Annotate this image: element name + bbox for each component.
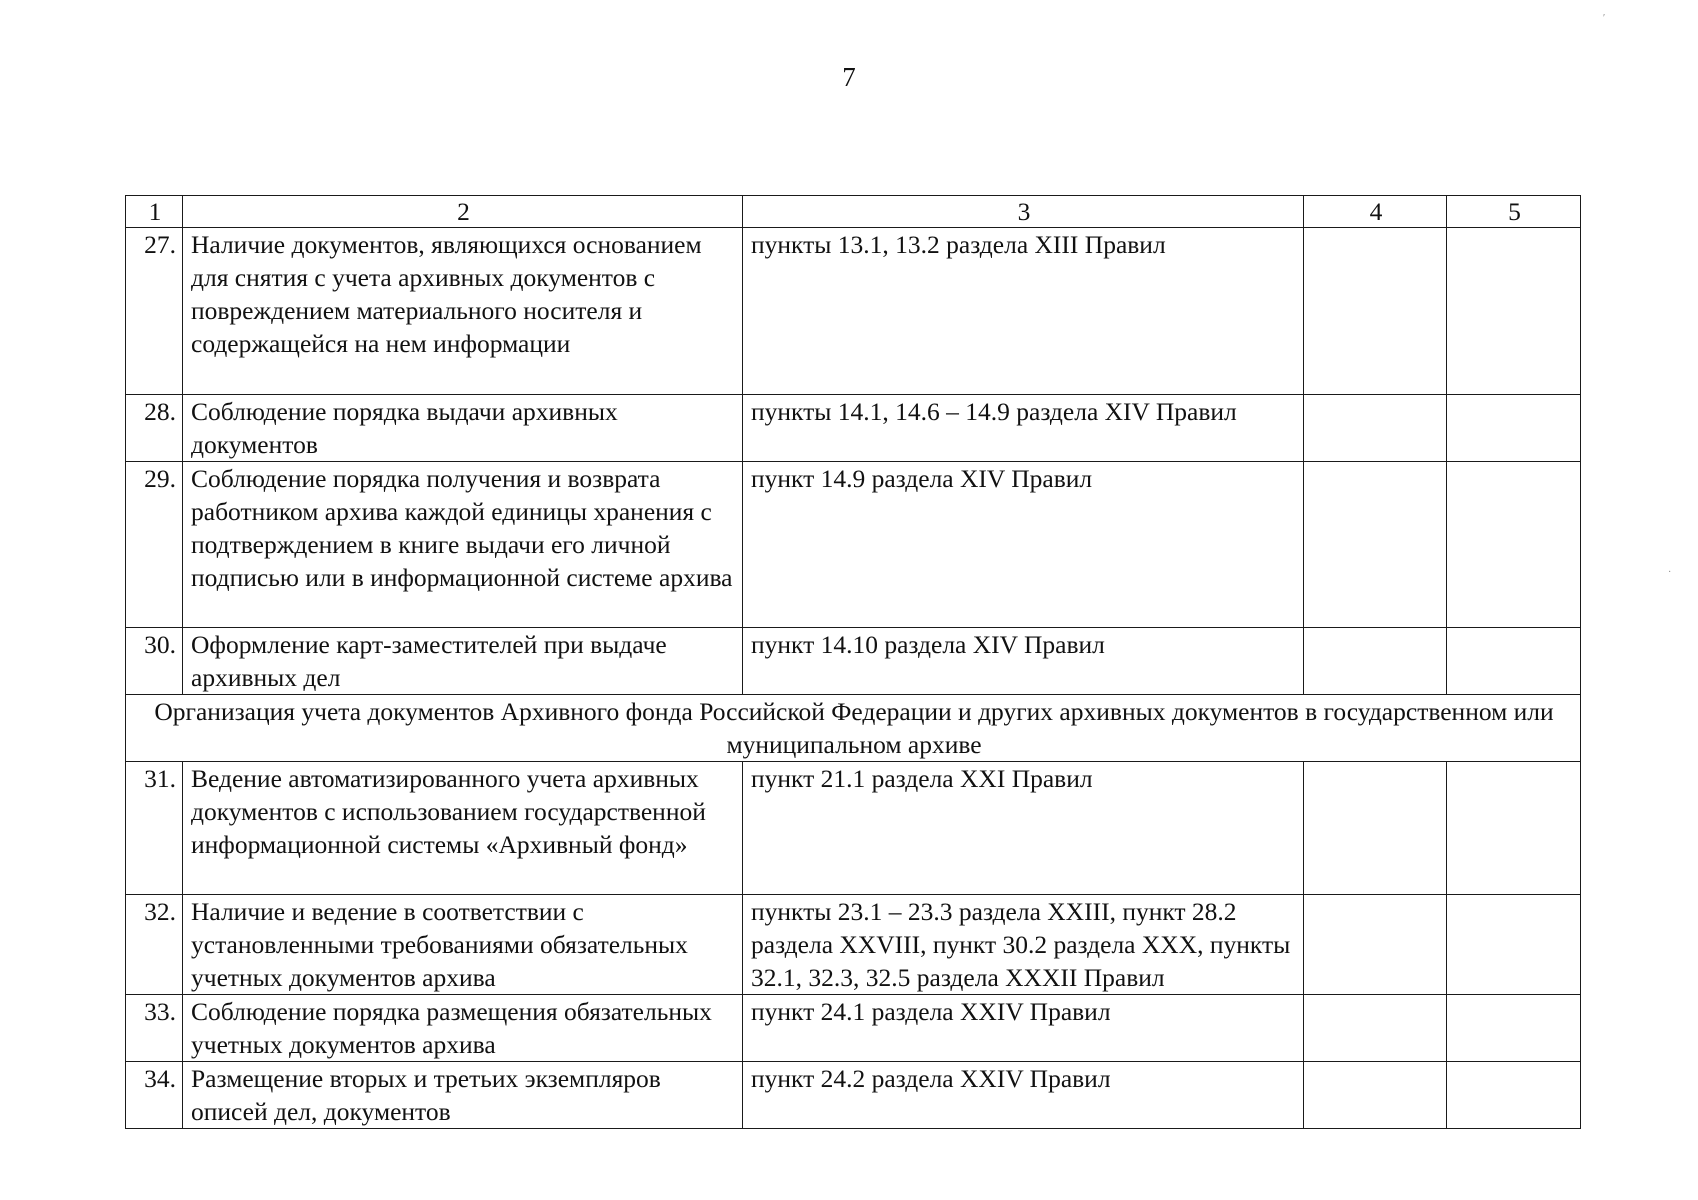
requirement-cell: Наличие и ведение в соответствии с установленными требованиями обязательных учетных документов архива — [183, 895, 743, 995]
column-header-5: 5 — [1447, 196, 1581, 228]
column-5-cell — [1447, 395, 1581, 462]
column-4-cell — [1304, 628, 1447, 695]
row-number: 29. — [126, 462, 183, 628]
table-row — [126, 395, 1581, 462]
column-5-cell — [1447, 995, 1581, 1062]
table-row — [126, 628, 1581, 695]
column-4-cell — [1304, 895, 1447, 995]
requirement-cell: Соблюдение порядка выдачи архивных документов — [183, 395, 743, 462]
table-row — [126, 462, 1581, 628]
section-row — [126, 695, 1581, 762]
reference-cell: пункт 21.1 раздела XXI Правил — [743, 762, 1304, 895]
requirement-cell: Ведение автоматизированного учета архивных документов с использованием государственной информационной системы «Архивный фонд» — [183, 762, 743, 895]
column-5-cell — [1447, 462, 1581, 628]
requirement-cell: Размещение вторых и третьих экземпляров описей дел, документов — [183, 1062, 743, 1129]
page-number: 7 — [842, 62, 856, 92]
row-number: 32. — [126, 895, 183, 995]
row-number: 28. — [126, 395, 183, 462]
requirement-cell: Соблюдение порядка размещения обязательных учетных документов архива — [183, 995, 743, 1062]
reference-cell: пункт 24.2 раздела XXIV Правил — [743, 1062, 1304, 1129]
column-header-3: 3 — [743, 196, 1304, 228]
reference-cell: пункт 14.10 раздела XIV Правил — [743, 628, 1304, 695]
column-5-cell — [1447, 1062, 1581, 1129]
scan-mark: ′ — [1603, 13, 1606, 24]
column-4-cell — [1304, 995, 1447, 1062]
row-number: 27. — [126, 228, 183, 395]
checklist-table — [125, 195, 1581, 1129]
column-5-cell — [1447, 228, 1581, 395]
requirement-cell: Наличие документов, являющихся основанием для снятия с учета архивных документов с повреждением материального носителя и содержащейся на нем информации — [183, 228, 743, 395]
column-4-cell — [1304, 395, 1447, 462]
row-number: 33. — [126, 995, 183, 1062]
reference-cell: пункты 13.1, 13.2 раздела XIII Правил — [743, 228, 1304, 395]
column-5-cell — [1447, 762, 1581, 895]
column-4-cell — [1304, 228, 1447, 395]
column-4-cell — [1304, 1062, 1447, 1129]
reference-cell: пункты 14.1, 14.6 – 14.9 раздела XIV Правил — [743, 395, 1304, 462]
column-4-cell — [1304, 462, 1447, 628]
table-row — [126, 228, 1581, 395]
row-number: 30. — [126, 628, 183, 695]
requirement-cell: Оформление карт-заместителей при выдаче архивных дел — [183, 628, 743, 695]
row-number: 34. — [126, 1062, 183, 1129]
column-header-2: 2 — [183, 196, 743, 228]
table-row — [126, 762, 1581, 895]
column-header-4: 4 — [1304, 196, 1447, 228]
requirement-cell: Соблюдение порядка получения и возврата работником архива каждой единицы хранения с подтверждением в книге выдачи его личной подписью или в информационной системе архива — [183, 462, 743, 628]
reference-cell: пункт 14.9 раздела XIV Правил — [743, 462, 1304, 628]
table-row — [126, 995, 1581, 1062]
reference-cell: пункт 24.1 раздела XXIV Правил — [743, 995, 1304, 1062]
column-5-cell — [1447, 895, 1581, 995]
table-row — [126, 1062, 1581, 1129]
table-row — [126, 895, 1581, 995]
scan-mark: · — [1668, 567, 1672, 578]
column-5-cell — [1447, 628, 1581, 695]
section-heading: Организация учета документов Архивного фонда Российской Федерации и других архивных документов в государственном или муниципальном архиве — [126, 695, 1581, 762]
table-header-row — [126, 196, 1581, 228]
row-number: 31. — [126, 762, 183, 895]
column-4-cell — [1304, 762, 1447, 895]
reference-cell: пункты 23.1 – 23.3 раздела XXIII, пункт 28.2 раздела XXVIII, пункт 30.2 раздела XXX, пункты 32.1, 32.3, 32.5 раздела XXXII Правил — [743, 895, 1304, 995]
column-header-1: 1 — [126, 196, 183, 228]
